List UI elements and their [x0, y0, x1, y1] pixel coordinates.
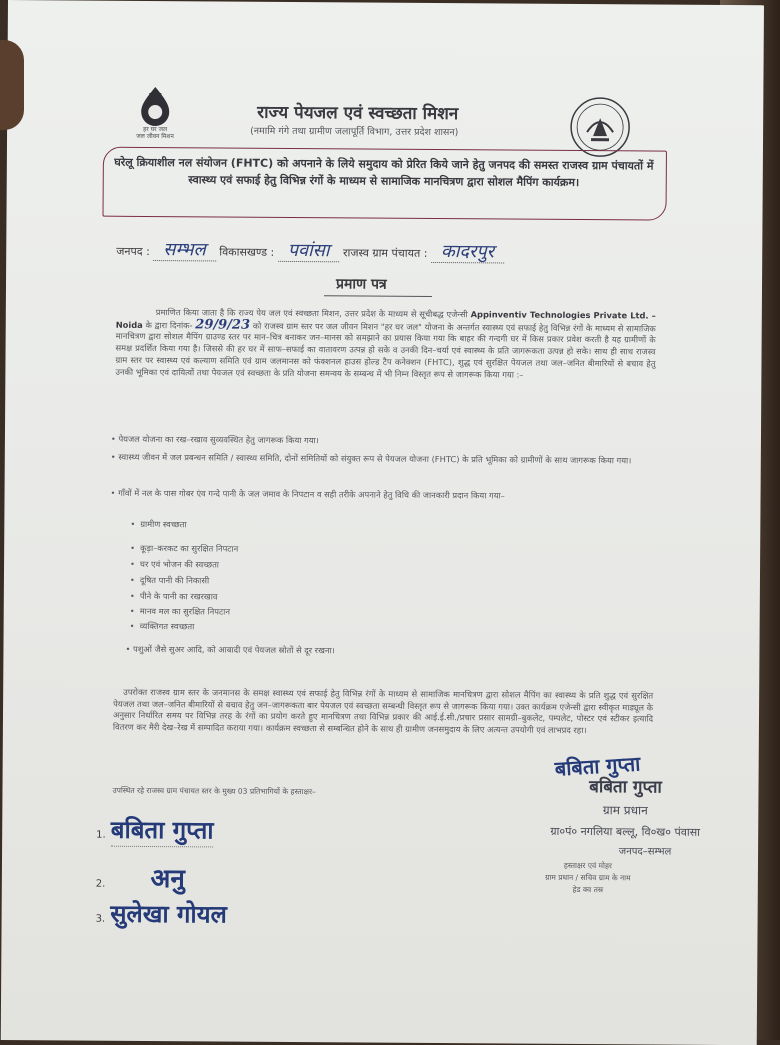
date-value: 29/9/23 [195, 317, 251, 333]
list-item: • दूषित पानी की निकासी [140, 575, 209, 586]
list-item: • मानव मल का सुरक्षित निपटान [140, 606, 230, 618]
paragraph-summary: उपरोक्त राजस्व ग्राम स्तर के जनमानस के समक्ष स्वास्थ्य एवं सफाई हेतु विभिन्न रंगों के माध्यम से सामाजिक मानचित्रण द्वारा सोशल मैपिंग का स्वास्थ्य के प्रति शुद्ध एवं सुरक्षित पेयजल तथा जल–जनित बीमारियों से बचाव हेतु जन–जागरूकता बार पेयजल एवं स्वच्छता सम्बन्धी विस्तृत रूप से जागरूक किया गया। उक्त कार्यक्रम एजेन्सी द्वारा स्वीकृत माड्यूल के अनुसार निर्धारित समय पर विभिन्न तरह के रंगों का प्रयोग करते हुए मानचित्रण तथा विभिन्न प्रकार की आई.ई.सी./प्रचार प्रसार सामग्री–बुकलेट, पम्पलेट, पोस्टर एवं स्टीकर इत्यादि वितरण कर मैरी देख–रेख में सम्पादित कराया गया। कार्यक्रम स्वच्छता से सम्बन्धित होने के साथ ही ग्रामीण जनसमुदाय के लिए अत्यन्त उपयोगी एवं लाभप्रद रहा। [112, 686, 654, 736]
up-government-emblem [569, 96, 631, 158]
signature-1: 1. बबिता गुप्ता [96, 813, 214, 847]
bullet-2: • स्वास्थ्य जीवन में जल प्रबन्धन समिति / स्वास्थ्य समिति, दोनों समितियों को संयुक्त रूप से पेयजल योजना (FHTC) के प्रति भूमिका को ग्रामीणों के साथ जागरूक किया गया। [110, 451, 632, 466]
location-fields [116, 237, 676, 265]
district-value: सम्भल [153, 239, 216, 261]
list-item: • व्यक्तिगत स्वच्छता [140, 621, 195, 632]
list-item: • पीने के पानी का रखरखाव [140, 591, 218, 603]
signature-3: 3. सुलेखा गोयल [95, 899, 227, 929]
bullet-1: • पेयजल योजना का रख–रखाव सुव्यवस्थित हेतु जागरूक किया गया। [110, 433, 319, 446]
bullet-last: • पशुओं जैसे सुअर आदि, को आबादी एवं पेयजल स्रोतों से दूर रखना। [125, 643, 335, 656]
agency-name: Appinventiv Technologies Private Ltd. – Noida [115, 309, 656, 330]
list-item: • घर एवं भोजन की स्वच्छता [140, 559, 219, 571]
title-underline [324, 295, 432, 297]
program-description: घरेलू क्रियाशील नल संयोजन (FHTC) को अपनाने के लिये समुदाय को प्रेरित किये जाने हेतु जनपद की समस्त राजस्व ग्राम पंचायतों में स्वास्थ्य एवं सफाई हेतु विभिन्न रंगों के माध्यम से सामाजिक मानचित्रण द्वारा सोशल मैपिंग कार्यक्रम। [114, 155, 654, 189]
district-label: जनपद : [116, 244, 150, 258]
sign-block: हस्ताक्षर एवं मोहर ग्राम प्रधान / सचिव ग्राम के नाम हेड क्व तस्र [545, 860, 631, 895]
block-value: पवांसा [278, 240, 340, 262]
block-label: विकासखण्ड : [219, 245, 275, 259]
certificate-title: प्रमाण पत्र [335, 276, 387, 293]
list-item: • ग्रामीण स्वच्छता [140, 519, 186, 530]
mission-title: राज्य पेयजल एवं स्वच्छता मिशन [257, 102, 459, 125]
signature-2: 2. अनु [95, 864, 185, 895]
list-item: • कूड़ा–करकट का सुरक्षित निपटान [140, 543, 238, 555]
logo-caption: हर घर जल जल जीवन मिशन [136, 125, 174, 141]
bullet-3: • गाँवों में नल के पास गोबर एंव गन्दे पानी के जल जमाव के निपटान व सही तरीके अपनाने हेतु विधि की जानकारी प्रदान किया गया– [110, 487, 505, 501]
village-value: कादरपुर [431, 241, 504, 264]
finger-shadow [0, 40, 24, 130]
pradhan-signature: बबिता गुप्ता [554, 751, 641, 781]
mission-subtitle: (नमामि गंगे तथा ग्रामीण जलापूर्ति विभाग, उत्तर प्रदेश शासन) [250, 125, 459, 139]
certificate-page [1, 0, 764, 1045]
paragraph-intro: प्रमाणित किया जाता है कि राज्य पेय जल एवं स्वच्छता मिशन, उत्तर प्रदेश के माध्यम से सूचीबद्ध एजेन्सी Appinventiv Technologies Private Ltd. – Noida के द्वारा दिनांक- 29/9/23 को राजस्व ग्राम स्तर पर जल जीवन मिशन "हर घर जल" योजना के अन्तर्गत स्वास्थ्य एवं सफाई हेतु विभिन्न रंगों के माध्यम से सामाजिक मानचित्रण द्वारा सोशल मैपिंग ग्राउण्ड स्तर पर मान–चित्र बनाकर जन–मानस को समझाने का प्रयास किया गया कि बाहर की गन्दगी घर में किस प्रकार प्रवेश करती है यह ग्रामीणों के समक्ष प्रदर्शित किया गया है। जिससे की हर घर में साफ–सफाई का वातावरण उत्पन्न हो सके व उनकी दिन–चर्या एवं स्वास्थ्य के प्रति जागरूकता उत्पन्न हो सके। साथ ही साथ राजस्व ग्राम स्तर पर स्वास्थ्य एवं कल्याण समिति एवं ग्राम जलमानस को फंक्शनल हाउस होल्ड टैप कनेक्शन (FHTC), शुद्ध एवं सुरक्षित पेयजल तथा जल–जनित बीमारियों से बचाव हेतु उनकी भूमिका एवं दायित्वों तथा पेयजल एवं स्वच्छता के प्रति योजना समन्वय के सम्बन्ध में भी निम्न विस्तृत रूप से जागरूक किया गया :– [115, 307, 656, 380]
village-head-stamp: बबिता गुप्ता ग्राम प्रधान ग्रा०पं० नगलिया बल्लू, वि०ख० पंवासा जनपद–सम्भल [550, 777, 701, 858]
signers-note: उपस्थित रहे राजस्व ग्राम पंचायत स्तर के मुख्य 03 प्रतिभागियों के हस्ताक्षर– [112, 785, 316, 797]
village-label: राजस्व ग्राम पंचायत : [342, 246, 428, 260]
